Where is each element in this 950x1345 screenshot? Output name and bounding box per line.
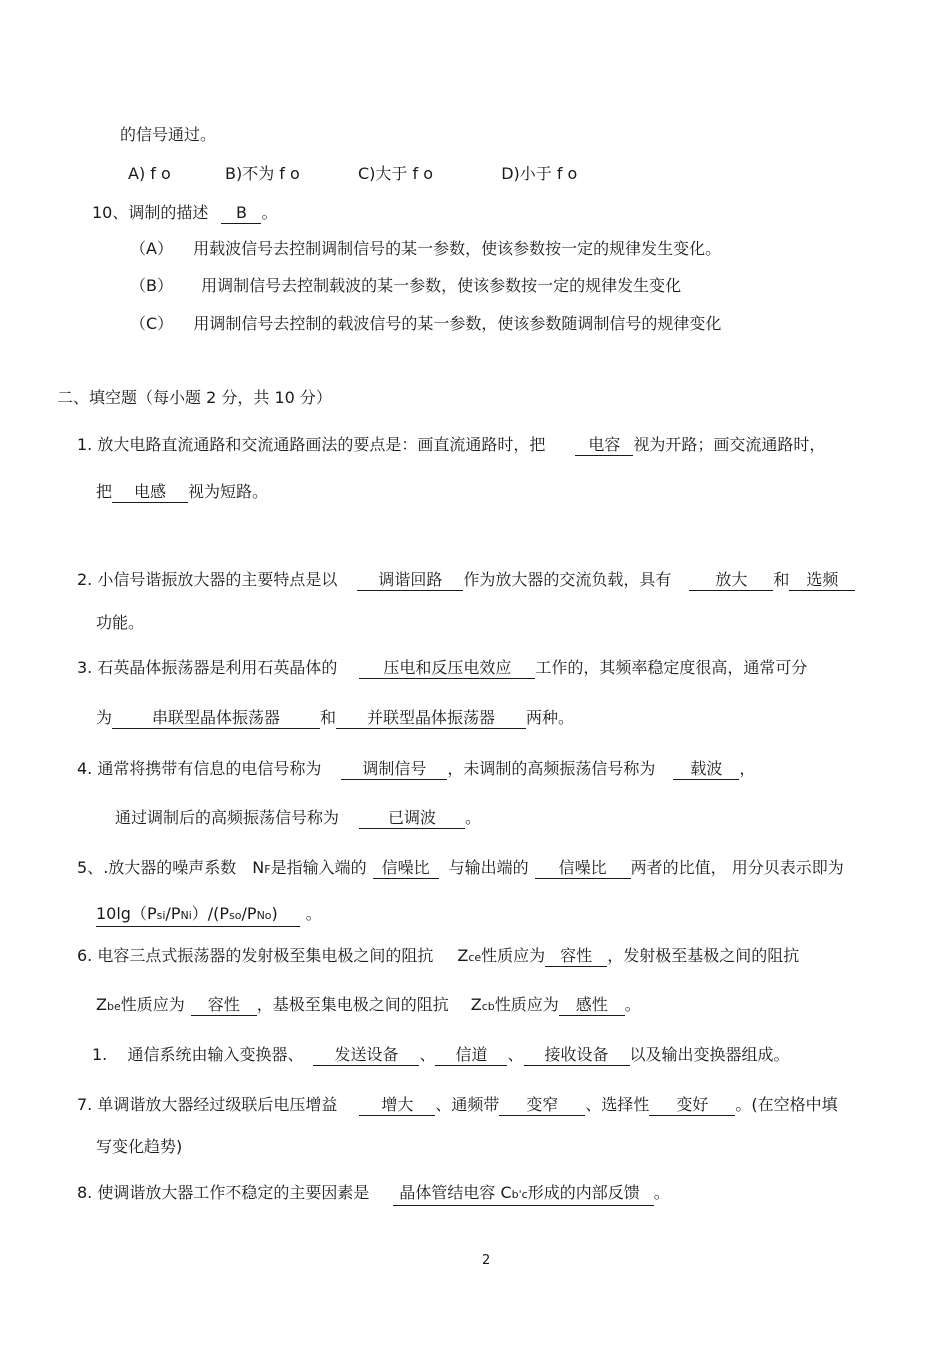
noise-figure-symbol: NF <box>252 858 271 877</box>
fill-3-line-2: 为 串联型晶体振荡器 和 并联型晶体振荡器 两种。 <box>96 708 575 727</box>
q9-option-b: B)不为 f o <box>224 164 300 183</box>
fill-5-answer-3: 10lg（Psi/PNi）/(Pso/PNo) <box>96 904 300 927</box>
fill-extra-answer-2: 信道 <box>435 1045 507 1066</box>
fill-2-answer-3: 选频 <box>789 570 855 591</box>
fill-2-line-1: 2. 小信号谐振放大器的主要特点是以 调谐回路 作为放大器的交流负载，具有 放大 和 选频 <box>77 569 855 591</box>
fill-1-answer-1: 电容 <box>575 435 633 456</box>
fill-2-answer-2: 放大 <box>689 570 773 591</box>
fill-4-answer-3: 已调波 <box>359 808 465 829</box>
fill-4-answer-2: 载波 <box>673 759 739 780</box>
fill-7-line-2: 写变化趋势) <box>96 1137 183 1156</box>
q10-option-c: （C） 用调制信号去控制的载波信号的某一参数，使该参数随调制信号的规律变化 <box>130 314 722 333</box>
fill-4-line-1: 4. 通常将携带有信息的电信号称为 调制信号 ，未调制的高频振荡信号称为 载波 ， <box>77 759 756 778</box>
fill-2-answer-1: 调谐回路 <box>357 570 463 591</box>
fill-6-answer-2: 容性 <box>191 995 257 1016</box>
fill-3-answer-1: 压电和反压电效应 <box>359 658 535 679</box>
fill-extra-answer-1: 发送设备 <box>313 1045 419 1066</box>
q10-stem: 10、调制的描述 B 。 <box>92 203 278 222</box>
q9-options <box>128 163 577 185</box>
q9-option-a: A) f o <box>128 164 171 183</box>
impedance-zcb: Zcb <box>470 995 495 1014</box>
q9-option-d: D)小于 f o <box>501 164 578 183</box>
q10-answer: B <box>221 203 261 224</box>
fill-6-answer-1: 容性 <box>545 946 607 967</box>
fill-3-answer-3: 并联型晶体振荡器 <box>336 708 526 729</box>
q9-option-c: C)大于 f o <box>357 164 433 183</box>
fill-7-answer-3: 变好 <box>649 1095 735 1116</box>
fill-7-answer-1: 增大 <box>359 1095 435 1116</box>
fill-1-line-2: 把 电感 视为短路。 <box>96 482 269 501</box>
fill-6-answer-3: 感性 <box>559 995 625 1016</box>
fill-2-line-2: 功能。 <box>96 613 145 632</box>
fill-1-answer-2: 电感 <box>112 482 188 503</box>
q10-option-a: （A） 用载波信号去控制调制信号的某一参数，使该参数按一定的规律发生变化。 <box>130 239 722 258</box>
impedance-zce: Zce <box>457 946 482 965</box>
fill-3-line-1: 3. 石英晶体振荡器是利用石英晶体的 压电和反压电效应 工作的，其频率稳定度很高，通常可分 <box>77 658 808 677</box>
q9-tail: 的信号通过。 <box>120 125 217 144</box>
impedance-zbe: Zbe <box>96 995 121 1014</box>
q10-option-b: （B） 用调制信号去控制载波的某一参数，使该参数按一定的规律发生变化 <box>130 276 682 295</box>
fill-8-line: 8. 使调谐放大器工作不稳定的主要因素是 晶体管结电容 Cb'c形成的内部反馈 。 <box>77 1182 670 1206</box>
fill-6-line-1: 6. 电容三点式振荡器的发射极至集电极之间的阻抗 Zce性质应为 容性 ，发射极至基极之间的阻抗 <box>77 946 800 965</box>
fill-7-answer-2: 变窄 <box>499 1095 585 1116</box>
fill-5-line-1: 5、.放大器的噪声系数 NF是指输入端的 信噪比 与输出端的 信噪比 两者的比值， 用分贝表示即为 <box>77 858 844 877</box>
fill-3-answer-2: 串联型晶体振荡器 <box>112 708 320 729</box>
fill-4-line-2: 通过调制后的高频振荡信号称为 已调波 。 <box>115 808 482 827</box>
fill-7-line-1: 7. 单调谐放大器经过级联后电压增益 增大 、通频带 变窄 、选择性 变好 。(在空格中填 <box>77 1095 838 1114</box>
fill-extra-answer-3: 接收设备 <box>524 1045 630 1066</box>
fill-1-line-1: 1. 放大电路直流通路和交流通路画法的要点是：画直流通路时，把 电容 视为开路；画交流通路时， <box>77 435 826 454</box>
section-2-title: 二、填空题（每小题 2 分，共 10 分） <box>57 388 332 407</box>
fill-5-line-2: 10lg（Psi/PNi）/(Pso/PNo) 。 <box>96 903 322 927</box>
fill-4-answer-1: 调制信号 <box>341 759 447 780</box>
fill-5-answer-2: 信噪比 <box>535 858 631 879</box>
fill-6-line-2: Zbe性质应为 容性 ，基极至集电极之间的阻抗 Zcb性质应为 感性 。 <box>96 995 641 1014</box>
fill-5-answer-1: 信噪比 <box>373 858 439 879</box>
fill-extra-line: 1. 通信系统由输入变换器、 发送设备 、 信道 、 接收设备 以及输出变换器组成。 <box>92 1045 790 1064</box>
page-number: 2 <box>482 1253 491 1268</box>
fill-8-answer: 晶体管结电容 Cb'c形成的内部反馈 <box>393 1183 653 1206</box>
